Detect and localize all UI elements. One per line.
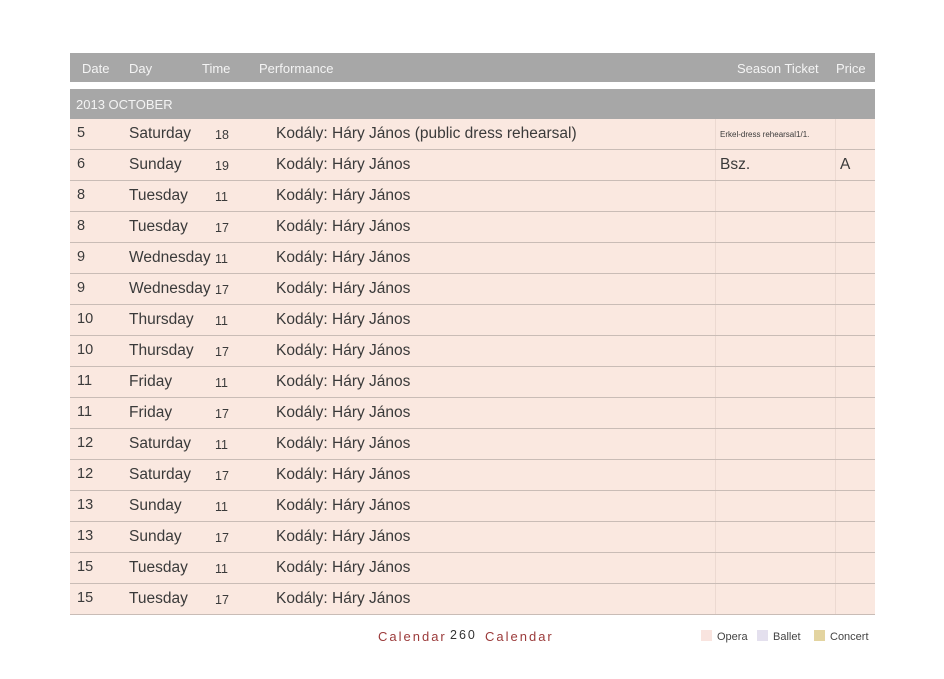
legend-ballet-swatch: [757, 630, 768, 641]
table-row: [70, 181, 875, 212]
row-performance: Kodály: Háry János: [276, 404, 411, 421]
column-divider: [715, 429, 716, 459]
row-date: 12: [77, 466, 94, 482]
row-day: Friday: [129, 373, 173, 390]
row-time: 17: [215, 593, 229, 607]
row-performance: Kodály: Háry János: [276, 218, 411, 235]
row-day: Sunday: [129, 156, 182, 173]
row-day: Tuesday: [129, 590, 188, 607]
row-day: Saturday: [129, 466, 192, 483]
row-date: 6: [77, 156, 86, 172]
legend-concert: [814, 630, 869, 643]
row-day: Tuesday: [129, 218, 188, 235]
row-day: Thursday: [129, 342, 194, 359]
table-row: [70, 212, 875, 243]
column-divider: [835, 119, 836, 149]
column-divider: [715, 522, 716, 552]
row-date: 9: [77, 249, 86, 265]
column-divider: [715, 305, 716, 335]
row-time: 11: [215, 438, 228, 452]
column-divider: [835, 429, 836, 459]
row-date: 11: [77, 373, 93, 389]
column-divider: [715, 336, 716, 366]
row-performance: Kodály: Háry János: [276, 559, 411, 576]
row-day: Saturday: [129, 435, 192, 452]
table-row: [70, 336, 875, 367]
column-divider: [715, 274, 716, 304]
row-date: 5: [77, 125, 86, 141]
header-day: Day: [129, 61, 153, 76]
row-performance: Kodály: Háry János (public dress rehearsal): [276, 125, 577, 142]
row-day: Tuesday: [129, 559, 188, 576]
row-day: Friday: [129, 404, 173, 421]
row-date: 15: [77, 559, 94, 575]
column-divider: [835, 150, 836, 180]
column-divider: [835, 460, 836, 490]
header-season-ticket: Season Ticket: [737, 61, 819, 76]
column-divider: [715, 491, 716, 521]
row-time: 18: [215, 128, 229, 142]
row-time: 17: [215, 469, 229, 483]
row-performance: Kodály: Háry János: [276, 342, 411, 359]
row-time: 11: [215, 376, 228, 390]
table-row: [70, 398, 875, 429]
header-performance: Performance: [259, 61, 334, 76]
row-performance: Kodály: Háry János: [276, 466, 411, 483]
row-performance: Kodály: Háry János: [276, 280, 411, 297]
column-divider: [835, 243, 836, 273]
table-row: [70, 553, 875, 584]
month-heading: [70, 89, 875, 119]
row-time: 11: [215, 190, 228, 204]
legend-concert-label: Concert: [830, 631, 869, 643]
row-day: Wednesday: [129, 249, 211, 266]
row-time: 17: [215, 407, 229, 421]
legend-concert-swatch: [814, 630, 825, 641]
row-date: 8: [77, 187, 86, 203]
row-day: Tuesday: [129, 187, 188, 204]
row-performance: Kodály: Háry János: [276, 373, 411, 390]
column-divider: [835, 584, 836, 614]
row-time: 17: [215, 283, 229, 297]
row-date: 13: [77, 497, 94, 513]
column-divider: [835, 367, 836, 397]
row-performance: Kodály: Háry János: [276, 435, 411, 452]
row-date: 13: [77, 528, 94, 544]
legend-opera-swatch: [701, 630, 712, 641]
row-time: 19: [215, 159, 229, 173]
row-time: 17: [215, 531, 229, 545]
table-row: [70, 460, 875, 491]
column-divider: [715, 119, 716, 149]
legend-ballet: [757, 630, 801, 643]
header-date: Date: [82, 61, 110, 76]
row-date: 10: [77, 311, 94, 327]
table-row: [70, 491, 875, 522]
column-divider: [715, 212, 716, 242]
row-performance: Kodály: Háry János: [276, 528, 411, 545]
column-divider: [835, 491, 836, 521]
page-number: 260: [450, 628, 477, 642]
row-day: Saturday: [129, 125, 192, 142]
row-time: 17: [215, 221, 229, 235]
legend-opera-label: Opera: [717, 631, 748, 643]
row-day: Sunday: [129, 528, 182, 545]
table-row: [70, 367, 875, 398]
column-divider: [835, 522, 836, 552]
row-date: 8: [77, 218, 86, 234]
row-performance: Kodály: Háry János: [276, 156, 411, 173]
row-time: 17: [215, 345, 229, 359]
column-divider: [715, 243, 716, 273]
column-divider: [715, 584, 716, 614]
row-price: A: [840, 156, 851, 173]
column-divider: [835, 212, 836, 242]
row-time: 11: [215, 252, 228, 266]
row-date: 12: [77, 435, 94, 451]
schedule-table: [70, 119, 875, 615]
page-footer: [0, 628, 944, 648]
row-date: 15: [77, 590, 94, 606]
header-price: Price: [836, 61, 866, 76]
header-time: Time: [202, 61, 231, 76]
legend-ballet-label: Ballet: [773, 631, 801, 643]
row-performance: Kodály: Háry János: [276, 187, 411, 204]
row-date: 10: [77, 342, 94, 358]
row-season-ticket: Bsz.: [720, 156, 751, 173]
table-header: [70, 53, 875, 82]
table-row: [70, 305, 875, 336]
column-divider: [835, 181, 836, 211]
row-performance: Kodály: Háry János: [276, 249, 411, 266]
table-row: [70, 243, 875, 274]
footer-calendar-label-right: Calendar: [485, 629, 554, 644]
column-divider: [835, 274, 836, 304]
row-day: Sunday: [129, 497, 182, 514]
table-row: [70, 429, 875, 460]
row-date: 11: [77, 404, 93, 420]
column-divider: [715, 460, 716, 490]
column-divider: [835, 553, 836, 583]
column-divider: [715, 553, 716, 583]
row-time: 11: [215, 314, 228, 328]
row-day: Thursday: [129, 311, 194, 328]
row-performance: Kodály: Háry János: [276, 590, 411, 607]
column-divider: [835, 305, 836, 335]
table-row: [70, 150, 875, 181]
row-date: 9: [77, 280, 86, 296]
row-season-ticket: Erkel-dress rehearsal1/1.: [720, 130, 810, 139]
footer-calendar-label-left: Calendar: [378, 629, 447, 644]
row-performance: Kodály: Háry János: [276, 311, 411, 328]
column-divider: [835, 398, 836, 428]
column-divider: [835, 336, 836, 366]
legend-opera: [701, 630, 748, 643]
row-time: 11: [215, 562, 228, 576]
table-row: [70, 522, 875, 553]
column-divider: [715, 150, 716, 180]
row-performance: Kodály: Háry János: [276, 497, 411, 514]
column-divider: [715, 181, 716, 211]
table-row: [70, 274, 875, 305]
column-divider: [715, 367, 716, 397]
month-label: 2013 OCTOBER: [76, 97, 173, 112]
row-time: 11: [215, 500, 228, 514]
table-row: [70, 119, 875, 150]
row-day: Wednesday: [129, 280, 211, 297]
table-row: [70, 584, 875, 615]
column-divider: [715, 398, 716, 428]
